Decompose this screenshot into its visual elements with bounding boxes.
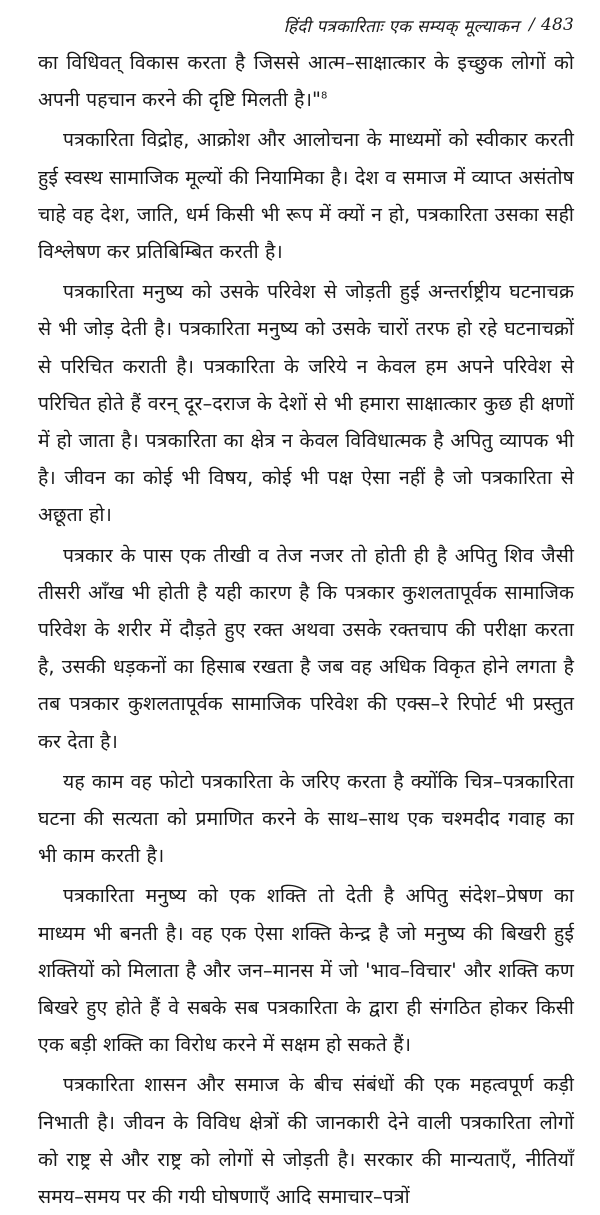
paragraph-3: पत्रकारिता मनुष्य को उसके परिवेश से जोड़ती हुई अन्तर्राष्ट्रीय घटनाचक्र से भी जोड़ देती है। पत्रकारिता मनुष्य को उसके चारों तरफ हो रहे घटनाचक्रों से परिचित कराती है। पत्रकारिता के जरिये न केवल हम अपने परिवेश से परिचित होते हैं वरन् दूर–दराज के देशों से भी हमारा साक्षात्कार कुछ ही क्षणों में हो जाता है। पत्रकारिता का क्षेत्र न केवल विविधात्मक है अपितु व्यापक भी है। जीवन का कोई भी विषय, कोई भी पक्ष ऐसा नहीं है जो पत्रकारिता से अछूता हो।	[38, 280, 574, 527]
paragraph-1-text: का विधिवत् विकास करता है जिससे आत्म–साक्षात्कार के इच्छुक लोगों को अपनी पहचान करने की दृष्टि मिलती है।"	[38, 51, 574, 112]
footnote-marker: 8	[321, 90, 328, 102]
body-text	[38, 44, 574, 1215]
paragraph-6: पत्रकारिता मनुष्य को एक शक्ति तो देती है अपितु संदेश–प्रेषण का माध्यम भी बनती है। वह एक ऐसा शक्ति केन्द्र है जो मनुष्य की बिखरी हुई शक्तियों को मिलाता है और जन–मानस में जो 'भाव–विचार' और शक्ति कण बिखरे हुए होते हैं वे सबके सब पत्रकारिता के द्वारा ही संगठित होकर किसी एक बड़ी शक्ति का विरोध करने में सक्षम हो सकते हैं।	[38, 884, 574, 1057]
paragraph-1	[38, 44, 574, 118]
paragraph-2: पत्रकारिता विद्रोह, आक्रोश और आलोचना के माध्यमों को स्वीकार करती हुई स्वस्थ सामाजिक मूल्यों की नियामिका है। देश व समाज में व्याप्त असंतोष चाहे वह देश, जाति, धर्म किसी भी रूप में क्यों न हो, पत्रकारिता उसका सही विश्लेषण कर प्रतिबिम्बित करती है।	[38, 128, 574, 264]
header-separator: /	[529, 15, 535, 35]
running-header	[38, 6, 574, 44]
paragraph-7: पत्रकारिता शासन और समाज के बीच संबंधों की एक महत्वपूर्ण कड़ी निभाती है। जीवन के विविध क्षेत्रों की जानकारी देने वाली पत्रकारिता लोगों को राष्ट्र से और राष्ट्र को लोगों से जोड़ती है। सरकार की मान्यताएँ, नीतियाँ समय–समय पर की गयी घोषणाएँ आदि समाचार–पत्रों	[38, 1073, 574, 1209]
page-number: 483	[540, 15, 574, 35]
paragraph-5: यह काम वह फोटो पत्रकारिता के जरिए करता है क्योंकि चित्र–पत्रकारिता घटना की सत्यता को प्रमाणित करने के साथ–साथ एक चश्मदीद गवाह का भी काम करती है।	[38, 769, 574, 868]
running-header-title: हिंदी पत्रकारिताः एक सम्यक् मूल्याकन	[283, 16, 519, 37]
paragraph-4: पत्रकार के पास एक तीखी व तेज नजर तो होती ही है अपितु शिव जैसी तीसरी आँख भी होती है यही कारण है कि पत्रकार कुशलतापूर्वक सामाजिक परिवेश के शरीर में दौड़ते हुए रक्त अथवा उसके रक्तचाप की परीक्षा करता है, उसकी धड़कनों का हिसाब रखता है जब वह अधिक विकृत होने लगता है तब पत्रकार कुशलतापूर्वक सामाजिक परिवेश की एक्स–रे रिपोर्ट भी प्रस्तुत कर देता है।	[38, 543, 574, 753]
